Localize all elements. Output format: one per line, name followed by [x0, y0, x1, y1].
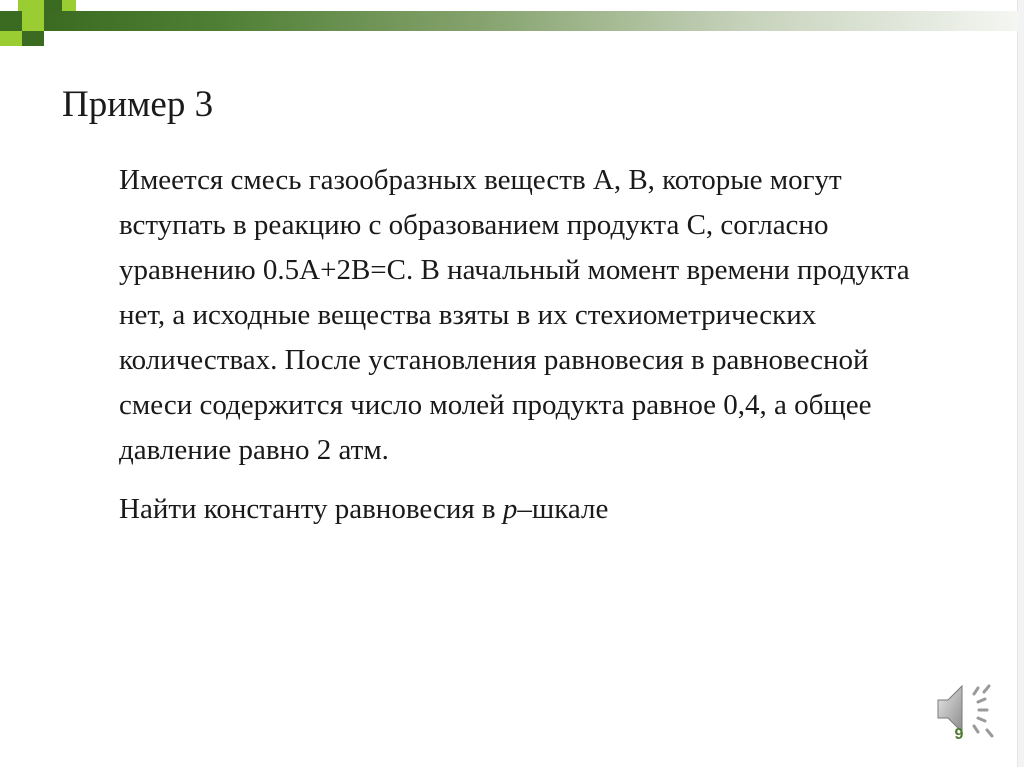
task-italic-p: p — [502, 493, 518, 525]
slide-title: Пример 3 — [62, 83, 214, 125]
slide-body — [119, 158, 939, 532]
header-square — [44, 0, 62, 11]
task-prefix: Найти константу равновесия в — [119, 493, 503, 525]
header-decoration — [0, 0, 1018, 46]
task-suffix: –шкале — [517, 493, 609, 525]
page-number: 9 — [954, 726, 964, 743]
header-square — [0, 11, 22, 31]
header-gradient-bar — [44, 11, 1018, 31]
problem-statement: Имеется смесь газообразных веществ А, В, которые могут вступать в реакцию с образованием продукта С, согласно уравнению 0.5А+2В=С. В начальный момент времени продукта нет, а исходные вещества взяты в их стехиометрических количествах. После установления равновесия в равновесной смеси содержится число молей продукта равное 0,4, а общее давление равно 2 атм. — [119, 164, 910, 466]
header-square — [62, 0, 76, 11]
scrollbar-track[interactable] — [1017, 0, 1024, 767]
speaker-icon[interactable] — [932, 674, 1002, 744]
header-square — [0, 31, 22, 46]
header-square — [18, 0, 44, 11]
task-statement — [119, 487, 939, 532]
header-square — [22, 11, 44, 31]
header-square — [22, 31, 44, 46]
